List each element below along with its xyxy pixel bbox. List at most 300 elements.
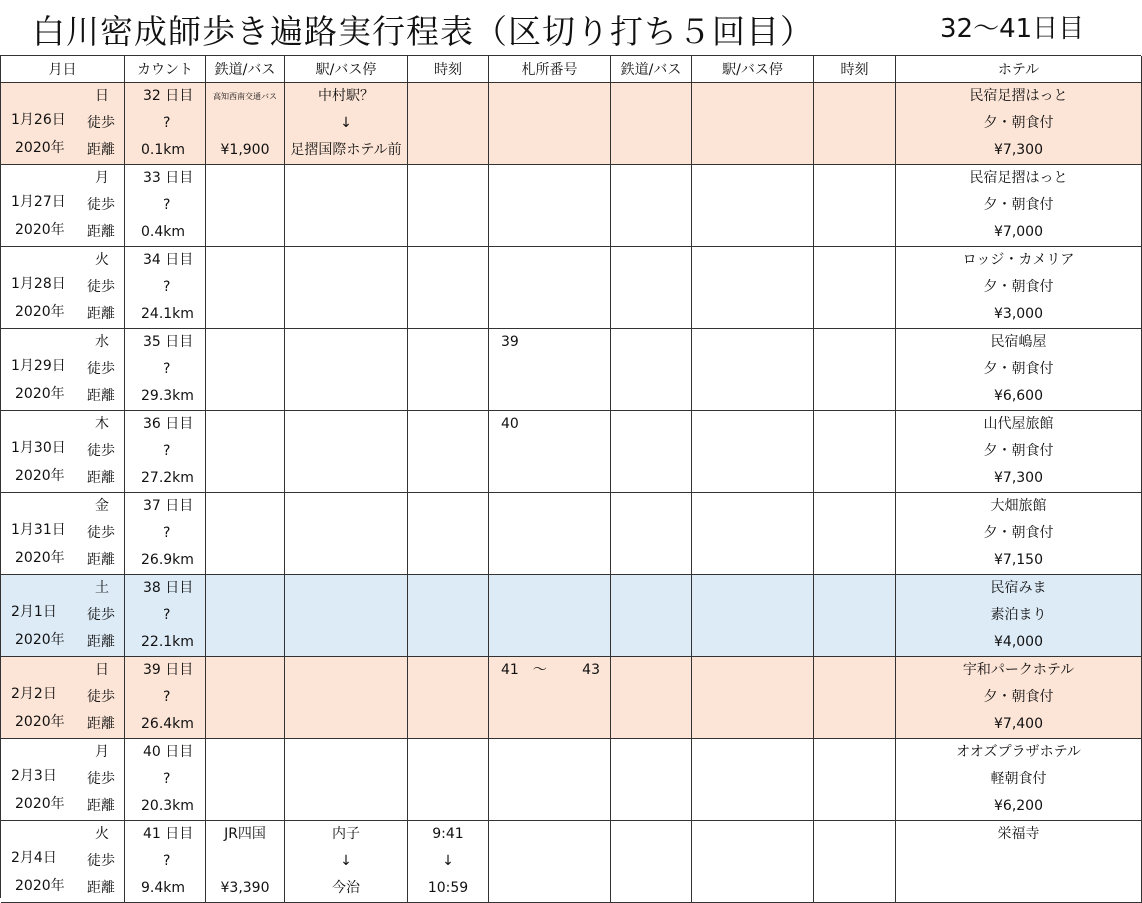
station-cell-2-line: [692, 657, 813, 684]
column-header: 札所番号: [489, 56, 611, 83]
distance-label: 距離: [87, 142, 115, 158]
hotel-cell: [896, 821, 1142, 903]
station-cell-2-line: [692, 219, 813, 246]
column-header: 月日: [1, 56, 125, 83]
station-cell-line: [285, 165, 407, 192]
day-count: 34 日目: [143, 252, 194, 268]
weekday-label: 火: [95, 826, 109, 842]
rail-bus-cell-line: [206, 356, 284, 383]
rail-bus-cell-line: [206, 301, 284, 328]
rail-bus-cell-2-line: [611, 411, 691, 438]
date-cell: [1, 657, 125, 739]
date-label: 1月28日: [11, 276, 66, 292]
rail-bus-cell-2: [611, 739, 692, 821]
station-cell-line: [285, 547, 407, 574]
walk-value: ?: [163, 853, 171, 869]
rail-bus-cell-line: [206, 575, 284, 602]
rail-bus-cell-2: [611, 329, 692, 411]
time-cell-2: [814, 411, 896, 493]
station-cell-2-line: [692, 629, 813, 656]
rail-bus-cell-line: [206, 766, 284, 793]
walk-label: 徒歩: [87, 197, 115, 213]
year-label: 2020年: [15, 878, 65, 894]
station-cell-line: [285, 465, 407, 492]
temple-number-from: 41 ～: [501, 662, 547, 678]
time-cell-2-line: [814, 684, 895, 711]
day-count: 36 日目: [143, 416, 194, 432]
rail-bus-cell-2-line: [611, 110, 691, 137]
walk-label: 徒歩: [87, 361, 115, 377]
distance-label: 距離: [87, 470, 115, 486]
count-cell: [125, 83, 206, 165]
column-header: 鉄道/バス: [206, 56, 285, 83]
day-count: 41 日目: [143, 826, 194, 842]
time-cell-2-line: [814, 575, 895, 602]
time-cell-line: [408, 137, 488, 164]
weekday-label: 水: [95, 334, 109, 350]
distance-label: 距離: [87, 634, 115, 650]
station-cell-line: [285, 739, 407, 766]
rail-bus-cell-2-line: [611, 766, 691, 793]
hotel-cell-line: [896, 875, 1141, 902]
weekday-label: 月: [95, 170, 109, 186]
rail-bus-cell-2-line: [611, 848, 691, 875]
rail-bus-cell-line: [206, 739, 284, 766]
walk-value: ?: [163, 689, 171, 705]
temple-number-line: [501, 575, 600, 602]
date-label: 2月4日: [11, 850, 57, 866]
rail-bus-cell-line: [206, 219, 284, 246]
date-label: 1月29日: [11, 358, 66, 374]
distance-value: 26.4km: [141, 716, 194, 732]
date-cell: [1, 821, 125, 903]
day-count: 32 日目: [143, 88, 194, 104]
hotel-cell-line: オオズプラザホテル: [956, 744, 1081, 760]
hotel-cell: [896, 247, 1142, 329]
station-cell-2-line: [692, 493, 813, 520]
temple-number-cell: [489, 83, 611, 165]
time-cell-line: [408, 465, 488, 492]
rail-bus-cell-2-line: [611, 465, 691, 492]
time-cell-2-line: [814, 329, 895, 356]
hotel-cell-line: 大畑旅館: [990, 498, 1047, 514]
rail-bus-cell-2-line: [611, 247, 691, 274]
rail-bus-cell: [206, 739, 285, 821]
hotel-cell: [896, 83, 1142, 165]
temple-number-cell: [489, 575, 611, 657]
date-label: 1月26日: [11, 112, 66, 128]
rail-bus-cell-2-line: [611, 219, 691, 246]
walk-label: 徒歩: [87, 689, 115, 705]
hotel-cell-line: 夕・朝食付: [983, 115, 1054, 131]
station-cell-2-line: [692, 602, 813, 629]
year-label: 2020年: [15, 796, 65, 812]
temple-number-line: [501, 411, 600, 438]
weekday-label: 月: [95, 744, 109, 760]
station-cell-line: [285, 219, 407, 246]
distance-value: 22.1km: [141, 634, 194, 650]
station-cell-2-line: [692, 848, 813, 875]
hotel-cell-line: 山代屋旅館: [983, 416, 1054, 432]
time-cell-2-line: [814, 165, 895, 192]
count-cell: [125, 493, 206, 575]
rail-bus-cell-2-line: [611, 657, 691, 684]
station-cell-2: [692, 821, 814, 903]
hotel-cell-line: ¥7,400: [994, 716, 1043, 732]
column-header: 駅/バス停: [692, 56, 814, 83]
rail-bus-cell-line: [206, 848, 284, 875]
rail-bus-cell: [206, 329, 285, 411]
hotel-cell-line: 民宿足摺はっと: [969, 88, 1068, 104]
hotel-cell-line: ¥3,000: [994, 306, 1043, 322]
rail-bus-cell-2: [611, 821, 692, 903]
itinerary-table: [0, 55, 1141, 898]
walk-label: 徒歩: [87, 279, 115, 295]
rail-bus-cell-2: [611, 165, 692, 247]
hotel-cell-line: 夕・朝食付: [983, 689, 1054, 705]
rail-bus-cell-2-line: [611, 274, 691, 301]
time-cell-2: [814, 657, 896, 739]
station-cell: [285, 83, 408, 165]
station-cell-2-line: [692, 329, 813, 356]
station-cell-2-line: [692, 438, 813, 465]
rail-bus-cell-2-line: [611, 875, 691, 902]
time-cell-line: [408, 547, 488, 574]
time-cell-2-line: [814, 411, 895, 438]
distance-label: 距離: [87, 224, 115, 240]
date-label: 2月2日: [11, 686, 57, 702]
temple-number-from: 40: [501, 416, 519, 432]
time-cell-2-line: [814, 110, 895, 137]
station-cell-line: [285, 766, 407, 793]
rail-bus-cell-2-line: [611, 739, 691, 766]
temple-number-cell: [489, 329, 611, 411]
time-cell-line: [408, 356, 488, 383]
time-cell-2-line: [814, 274, 895, 301]
count-cell: [125, 821, 206, 903]
weekday-label: 土: [95, 580, 109, 596]
time-cell-line: [408, 247, 488, 274]
time-cell-2-line: [814, 493, 895, 520]
station-cell: [285, 575, 408, 657]
station-cell-line: 今治: [332, 880, 360, 896]
walk-label: 徒歩: [87, 525, 115, 541]
rail-bus-cell-line: [206, 329, 284, 356]
station-cell-2: [692, 247, 814, 329]
distance-value: 9.4km: [141, 880, 186, 896]
time-cell-2-line: [814, 192, 895, 219]
time-cell-line: [408, 192, 488, 219]
year-label: 2020年: [15, 222, 65, 238]
hotel-cell: [896, 329, 1142, 411]
count-cell: [125, 329, 206, 411]
rail-bus-cell-2-line: [611, 356, 691, 383]
weekday-label: 日: [95, 662, 109, 678]
rail-bus-cell: [206, 83, 285, 165]
time-cell-2-line: [814, 465, 895, 492]
rail-bus-cell-line: [206, 411, 284, 438]
rail-bus-cell-2-line: [611, 83, 691, 110]
station-cell-2-line: [692, 793, 813, 820]
hotel-cell-line: 栄福寺: [997, 826, 1040, 842]
distance-value: 29.3km: [141, 388, 194, 404]
column-header: 時刻: [408, 56, 489, 83]
time-cell-line: [408, 411, 488, 438]
station-cell-2-line: [692, 766, 813, 793]
hotel-cell-line: ¥7,150: [994, 552, 1043, 568]
hotel-cell-line: ¥6,600: [994, 388, 1043, 404]
count-cell: [125, 411, 206, 493]
time-cell-line: [408, 301, 488, 328]
station-cell-2: [692, 739, 814, 821]
walk-label: 徒歩: [87, 771, 115, 787]
day-count: 38 日目: [143, 580, 194, 596]
station-cell-2: [692, 493, 814, 575]
rail-bus-cell-2: [611, 83, 692, 165]
temple-number-cell: [489, 411, 611, 493]
year-label: 2020年: [15, 550, 65, 566]
count-cell: [125, 247, 206, 329]
station-cell-line: [285, 602, 407, 629]
station-cell: [285, 493, 408, 575]
distance-value: 26.9km: [141, 552, 194, 568]
temple-number-line: [501, 493, 600, 520]
rail-bus-cell-2: [611, 411, 692, 493]
rail-bus-cell-2-line: [611, 629, 691, 656]
rail-bus-cell-2-line: [611, 684, 691, 711]
station-cell-line: [285, 493, 407, 520]
rail-bus-cell-line: [206, 165, 284, 192]
time-cell-2-line: [814, 766, 895, 793]
count-cell: [125, 657, 206, 739]
distance-label: 距離: [87, 306, 115, 322]
station-cell-2-line: [692, 383, 813, 410]
rail-bus-cell-2-line: [611, 602, 691, 629]
time-cell-line: [408, 520, 488, 547]
distance-label: 距離: [87, 880, 115, 896]
time-cell: [408, 165, 489, 247]
date-cell: [1, 247, 125, 329]
time-cell-2: [814, 739, 896, 821]
rail-bus-cell-line: [206, 274, 284, 301]
station-cell-line: [285, 711, 407, 738]
time-cell-2-line: [814, 547, 895, 574]
column-header: 時刻: [814, 56, 896, 83]
hotel-cell: [896, 493, 1142, 575]
time-cell-2-line: [814, 739, 895, 766]
rail-bus-cell-2-line: [611, 493, 691, 520]
hotel-cell-line: 民宿嶋屋: [990, 334, 1047, 350]
rail-bus-cell-2: [611, 247, 692, 329]
station-cell-2: [692, 329, 814, 411]
time-cell-line: 9:41: [432, 826, 464, 842]
station-cell: [285, 411, 408, 493]
rail-bus-cell-2-line: [611, 793, 691, 820]
time-cell-line: [408, 165, 488, 192]
station-cell-2: [692, 165, 814, 247]
date-cell: [1, 411, 125, 493]
station-cell-line: [285, 629, 407, 656]
station-cell-line: [285, 438, 407, 465]
rail-bus-cell-2-line: [611, 520, 691, 547]
column-header: カウント: [125, 56, 206, 83]
station-cell-line: [285, 383, 407, 410]
rail-bus-cell-2-line: [611, 438, 691, 465]
rail-bus-cell-line: [206, 547, 284, 574]
time-cell-2: [814, 575, 896, 657]
station-cell-2-line: [692, 465, 813, 492]
station-cell-2: [692, 83, 814, 165]
station-cell-2-line: [692, 247, 813, 274]
time-cell-line: [408, 657, 488, 684]
rail-bus-cell-line: [206, 520, 284, 547]
time-cell: [408, 83, 489, 165]
weekday-label: 木: [95, 416, 109, 432]
day-count: 37 日目: [143, 498, 194, 514]
hotel-cell-line: [896, 848, 1141, 875]
hotel-cell-line: ロッジ・カメリア: [962, 252, 1075, 268]
date-cell: [1, 739, 125, 821]
distance-value: 0.1km: [141, 142, 186, 158]
time-cell-2-line: [814, 821, 895, 848]
year-label: 2020年: [15, 386, 65, 402]
time-cell-2-line: [814, 356, 895, 383]
rail-bus-cell: [206, 575, 285, 657]
rail-bus-cell-line: [206, 602, 284, 629]
time-cell-line: [408, 739, 488, 766]
temple-number-cell: [489, 821, 611, 903]
rail-bus-cell-2-line: [611, 383, 691, 410]
walk-value: ?: [163, 771, 171, 787]
rail-bus-cell-2-line: [611, 711, 691, 738]
distance-label: 距離: [87, 388, 115, 404]
station-cell-line: [285, 411, 407, 438]
station-cell-line: [285, 274, 407, 301]
rail-bus-cell-line: [206, 192, 284, 219]
station-cell: [285, 739, 408, 821]
temple-number-line: [501, 247, 600, 274]
date-label: 2月3日: [11, 768, 57, 784]
hotel-cell: [896, 411, 1142, 493]
station-cell-line: 中村駅？: [318, 88, 374, 104]
date-cell: [1, 329, 125, 411]
time-cell-2-line: [814, 301, 895, 328]
hotel-cell-line: 民宿足摺はっと: [969, 170, 1068, 186]
station-cell-2: [692, 411, 814, 493]
time-cell-line: [408, 766, 488, 793]
hotel-cell-line: 夕・朝食付: [983, 197, 1054, 213]
rail-bus-cell-line: [206, 383, 284, 410]
time-cell-line: [408, 383, 488, 410]
station-cell-line: [285, 329, 407, 356]
time-cell-line: [408, 711, 488, 738]
count-cell: [125, 575, 206, 657]
rail-bus-cell-2-line: [611, 301, 691, 328]
rail-bus-cell-line: [206, 657, 284, 684]
rail-bus-cell-2: [611, 657, 692, 739]
station-cell-line: 足摺国際ホテル前: [290, 142, 402, 158]
temple-number-cell: [489, 247, 611, 329]
station-cell-2-line: [692, 575, 813, 602]
hotel-cell-line: 夕・朝食付: [983, 361, 1054, 377]
distance-value: 27.2km: [141, 470, 194, 486]
date-cell: [1, 575, 125, 657]
time-cell-2-line: [814, 438, 895, 465]
year-label: 2020年: [15, 468, 65, 484]
time-cell-line: [408, 438, 488, 465]
rail-bus-cell-line: [206, 493, 284, 520]
station-cell-line: [285, 684, 407, 711]
distance-value: 20.3km: [141, 798, 194, 814]
time-cell-line: [408, 219, 488, 246]
station-cell-2-line: [692, 821, 813, 848]
station-cell-2-line: [692, 192, 813, 219]
walk-value: ?: [163, 361, 171, 377]
rail-bus-cell: [206, 821, 285, 903]
station-cell-2-line: [692, 411, 813, 438]
time-cell-line: [408, 793, 488, 820]
temple-number-to: 43: [582, 662, 600, 678]
temple-number-cell: [489, 493, 611, 575]
time-cell-2-line: [814, 629, 895, 656]
time-cell-2-line: [814, 383, 895, 410]
rail-bus-cell: [206, 247, 285, 329]
station-cell-2-line: [692, 165, 813, 192]
walk-label: 徒歩: [87, 443, 115, 459]
walk-value: ?: [163, 525, 171, 541]
walk-label: 徒歩: [87, 853, 115, 869]
time-cell: [408, 739, 489, 821]
time-cell-2-line: [814, 83, 895, 110]
column-header: 鉄道/バス: [611, 56, 692, 83]
count-cell: [125, 739, 206, 821]
hotel-cell-line: 宇和パークホテル: [962, 662, 1075, 678]
station-cell-2-line: [692, 684, 813, 711]
station-cell: [285, 821, 408, 903]
distance-label: 距離: [87, 552, 115, 568]
station-cell-line: [285, 301, 407, 328]
time-cell-line: [408, 493, 488, 520]
station-cell-line: [285, 520, 407, 547]
hotel-cell-line: 民宿みま: [990, 580, 1047, 596]
station-cell-2-line: [692, 356, 813, 383]
station-cell-2-line: [692, 739, 813, 766]
station-cell-2-line: [692, 875, 813, 902]
temple-number-line: [501, 329, 600, 356]
time-cell: [408, 329, 489, 411]
distance-value: 24.1km: [141, 306, 194, 322]
station-cell-2-line: [692, 274, 813, 301]
hotel-cell-line: ¥4,000: [994, 634, 1043, 650]
station-cell-line: [285, 192, 407, 219]
year-label: 2020年: [15, 304, 65, 320]
rail-bus-cell-line: [206, 438, 284, 465]
hotel-cell: [896, 657, 1142, 739]
distance-label: 距離: [87, 798, 115, 814]
rail-bus-cell-2-line: [611, 192, 691, 219]
station-cell: [285, 329, 408, 411]
rail-bus-cell-2-line: [611, 165, 691, 192]
date-label: 2月1日: [11, 604, 57, 620]
weekday-label: 金: [95, 498, 109, 514]
hotel-cell-line: 夕・朝食付: [983, 279, 1054, 295]
station-cell: [285, 247, 408, 329]
station-cell-2: [692, 657, 814, 739]
hotel-cell-line: 素泊まり: [990, 607, 1047, 623]
rail-bus-cell-2-line: [611, 329, 691, 356]
time-cell: [408, 821, 489, 903]
temple-number-line: [501, 739, 600, 766]
